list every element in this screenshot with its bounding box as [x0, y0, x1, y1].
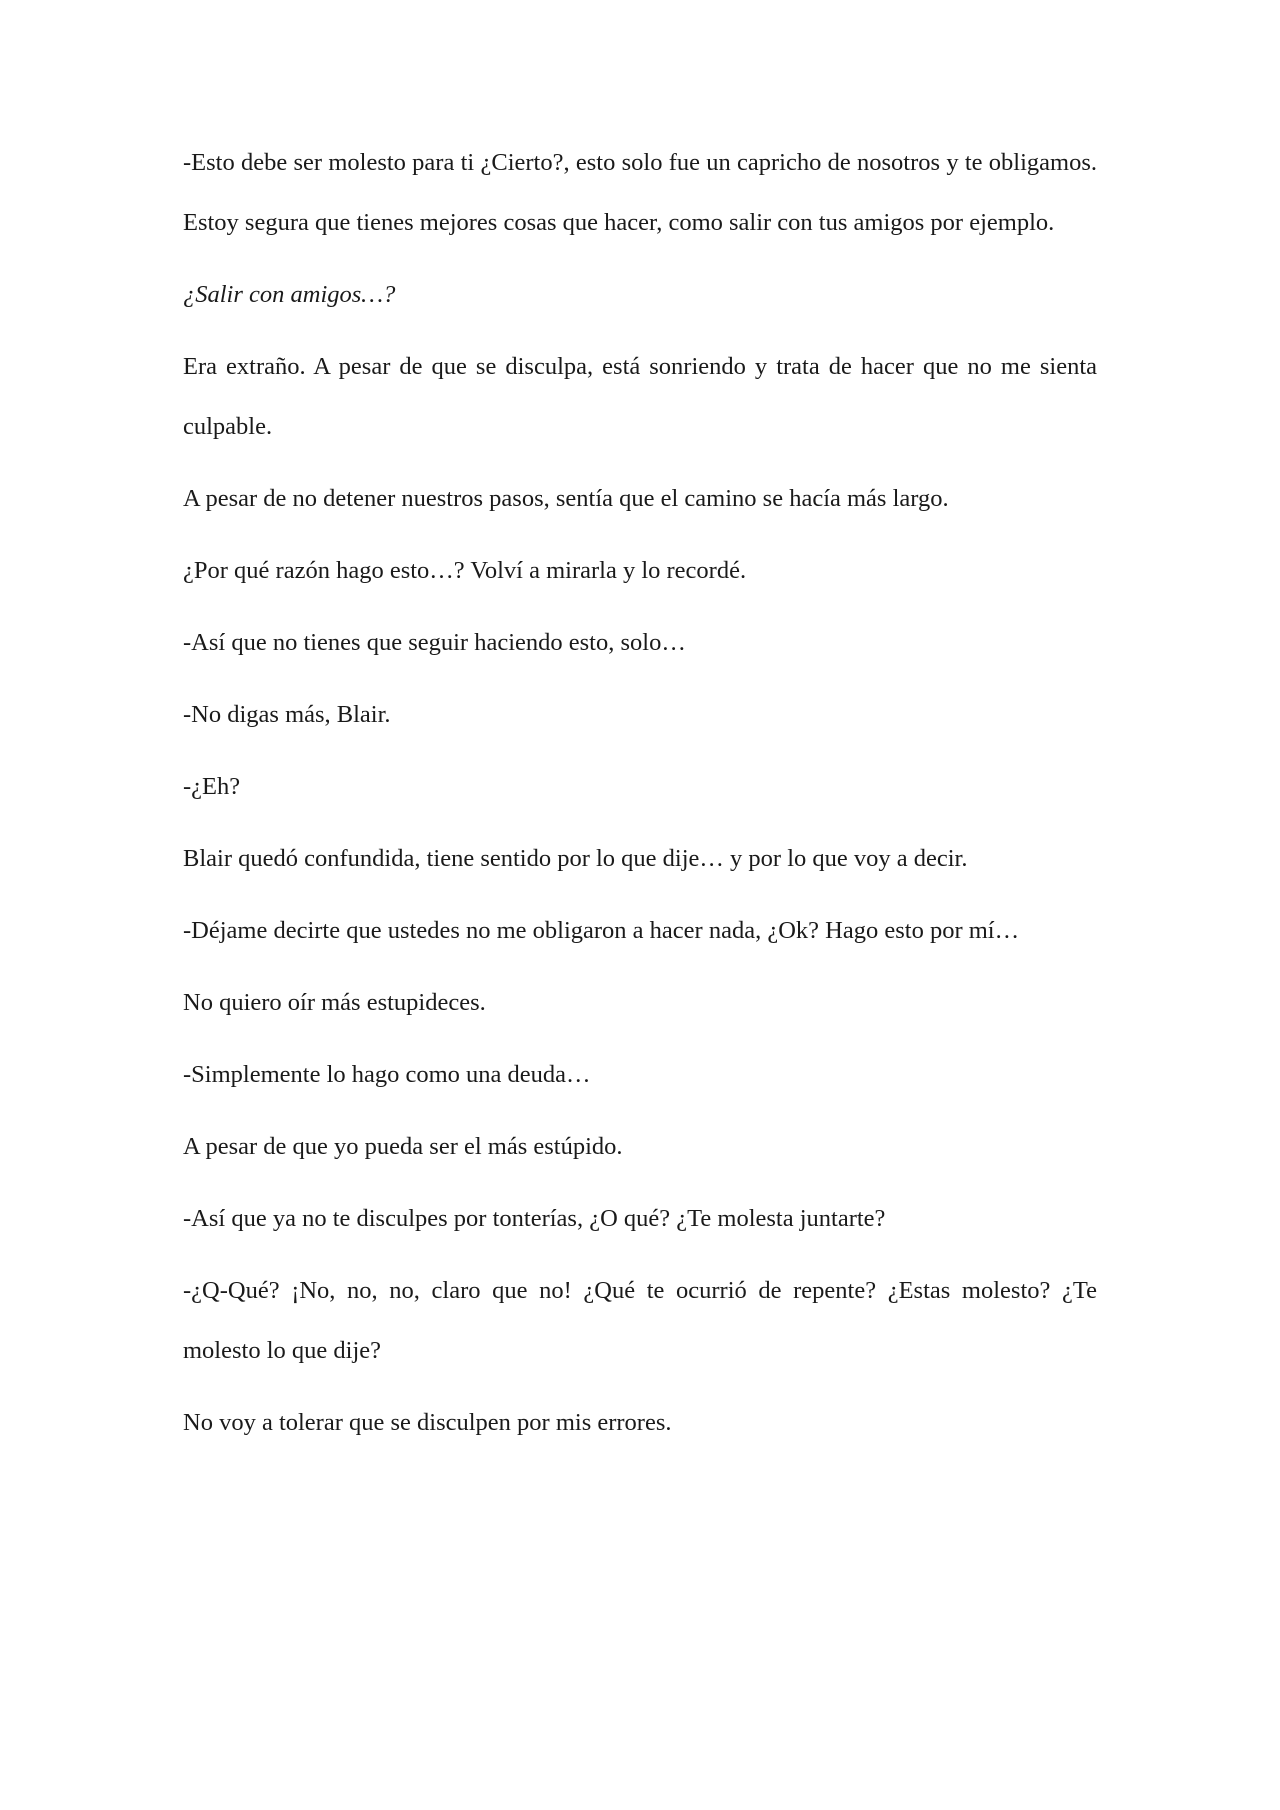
paragraph: A pesar de no detener nuestros pasos, sentía que el camino se hacía más largo.	[183, 485, 949, 512]
paragraph: -No digas más, Blair.	[183, 701, 391, 728]
paragraph: A pesar de que yo pueda ser el más estúpido.	[183, 1133, 623, 1160]
paragraph: ¿Por qué razón hago esto…? Volví a mirarla y lo recordé.	[183, 557, 747, 584]
paragraph: Blair quedó confundida, tiene sentido por lo que dije… y por lo que voy a decir.	[183, 845, 968, 872]
paragraph: Era extraño. A pesar de que se disculpa, está sonriendo y trata de hacer que no me sienta culpable.	[183, 353, 1097, 440]
paragraph-italic-thought: ¿Salir con amigos…?	[183, 281, 396, 308]
paragraph: No voy a tolerar que se disculpen por mis errores.	[183, 1409, 672, 1436]
paragraph: -Déjame decirte que ustedes no me obligaron a hacer nada, ¿Ok? Hago esto por mí…	[183, 917, 1020, 944]
paragraph: -¿Eh?	[183, 773, 241, 800]
paragraph: -¿Q-Qué? ¡No, no, no, claro que no! ¿Qué te ocurrió de repente? ¿Estas molesto? ¿Te molesto lo que dije?	[183, 1277, 1097, 1364]
paragraph: -Así que no tienes que seguir haciendo esto, solo…	[183, 629, 686, 656]
paragraph: -Así que ya no te disculpes por tonterías, ¿O qué? ¿Te molesta juntarte?	[183, 1205, 886, 1232]
paragraph: -Esto debe ser molesto para ti ¿Cierto?, esto solo fue un capricho de nosotros y te obligamos. Estoy segura que tienes mejores cosas que hacer, como salir con tus amigos por ejemplo.	[183, 149, 1097, 236]
paragraph: -Simplemente lo hago como una deuda…	[183, 1061, 591, 1088]
document-body	[183, 142, 1097, 1474]
paragraph: No quiero oír más estupideces.	[183, 989, 486, 1016]
